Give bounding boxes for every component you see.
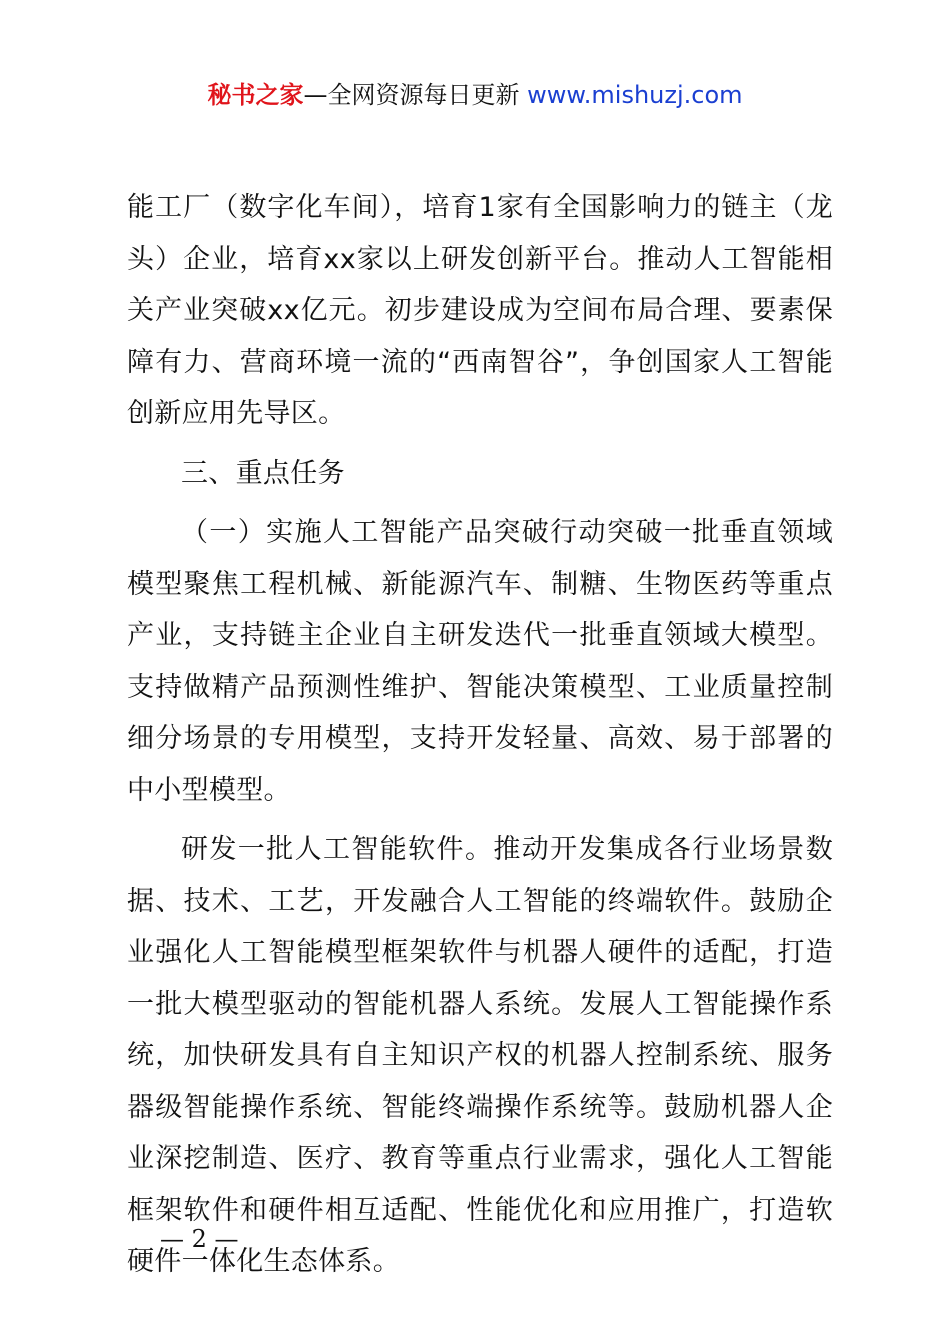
paragraph-gap [127,440,833,448]
paragraph-continuation: 能工厂（数字化车间），培育1家有全国影响力的链主（龙头）企业，培育xx家以上研发创新平台。推动人工智能相关产业突破xx亿元。初步建设成为空间布局合理、要素保障有力、营商环境一流的“西南智谷”，争创国家人工智能创新应用先导区。 [127,192,833,429]
page-number: — 2 — [160,1225,239,1253]
section-heading: 三、重点任务 [181,457,345,489]
site-header [0,78,950,112]
body-paragraph: 研发一批人工智能软件。推动开发集成各行业场景数据、技术、工艺，开发融合人工智能的终端软件。鼓励企业强化人工智能模型框架软件与机器人硬件的适配，打造一批大模型驱动的智能机器人系统。发展人工智能操作系统，加快研发具有自主知识产权的机器人控制系统、服务器级智能操作系统、智能终端操作系统等。鼓励机器人企业深挖制造、医疗、教育等重点行业需求，强化人工智能框架软件和硬件相互适配、性能优化和应用推广，打造软硬件一体化生态体系。 [127,834,833,1277]
paragraph-gap [127,816,833,824]
header-tagline: —全网资源每日更新 [303,81,528,109]
paragraph-gap [127,499,833,507]
site-url-link[interactable]: www.mishuzj.com [527,81,743,109]
subsection-paragraph: （一）实施人工智能产品突破行动突破一批垂直领域模型聚焦工程机械、新能源汽车、制糖、生物医药等重点产业，支持链主企业自主研发迭代一批垂直领域大模型。支持做精产品预测性维护、智能决策模型、工业质量控制细分场景的专用模型，支持开发轻量、高效、易于部署的中小型模型。 [127,517,833,806]
brand-name: 秘书之家 [207,81,304,109]
document-body [127,182,833,1288]
